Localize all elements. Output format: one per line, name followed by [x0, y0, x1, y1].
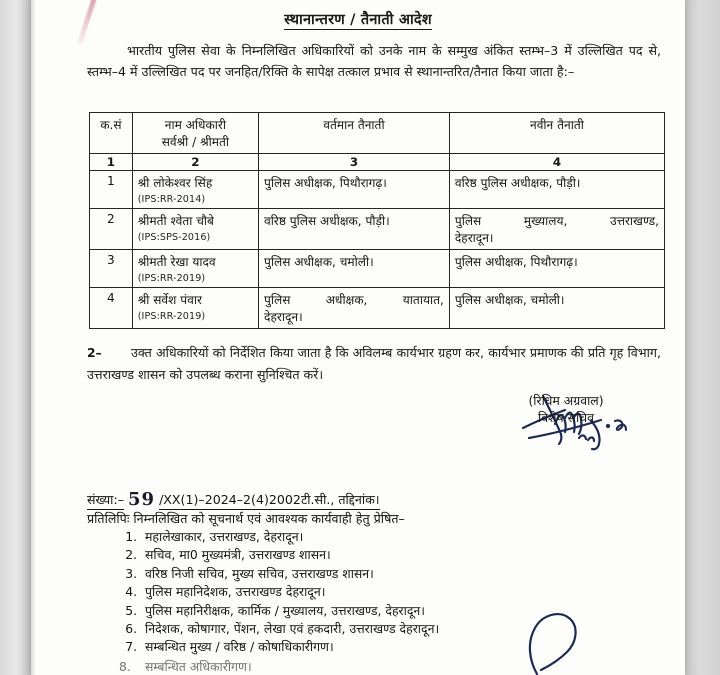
- order-number-suffix: /XX(1)–2024–2(4)2002टी.सी., तद्दिनांक।: [159, 491, 380, 510]
- order-number-handwritten: 59: [128, 489, 156, 510]
- document-title: [31, 9, 685, 29]
- clause-2: [31, 342, 685, 385]
- row-new-posting-line1: पुलिस मुख्यालय, उत्तराखण्ड,: [454, 214, 659, 228]
- list-item: 7. सम्बन्धित मुख्य / वरिष्ठ / कोषाधिकारीगण।: [141, 638, 439, 656]
- header-new-posting: नवीन तैनाती: [449, 113, 664, 154]
- column-number-4: 4: [449, 154, 664, 171]
- transfer-order-table: [89, 112, 665, 329]
- row-officer-name: [132, 171, 258, 209]
- list-item: 2. सचिव, मा0 मुख्यमंत्री, उत्तराखण्ड शासन।: [141, 546, 439, 564]
- list-item: 3. वरिष्ठ निजी सचिव, मुख्य सचिव, उत्तराखण्ड शासन।: [141, 565, 439, 583]
- table-row: [90, 171, 665, 209]
- clause-2-text: उक्त अधिकारियों को निर्देशित किया जाता है कि अविलम्ब कार्यभार ग्रहण कर, कार्यभार प्रमाणक की प्रति गृह विभाग, उत्तराखण्ड शासन को उपलब्ध कराना सुनिश्चित करें।: [87, 345, 661, 382]
- row-current-posting: वरिष्ठ पुलिस अधीक्षक, पौड़ी।: [259, 209, 450, 250]
- row-new-posting-line2: देहरादून।: [454, 231, 494, 245]
- clause-2-marker: 2–: [87, 346, 102, 360]
- row-current-posting-line2: देहरादून।: [264, 310, 303, 324]
- list-item: 6. निदेशक, कोषागार, पेंशन, लेखा एवं हकदारी, उत्तराखण्ड देहरादून।: [141, 620, 439, 638]
- row-current-posting: पुलिस अधीक्षक, पिथौरागढ़।: [259, 171, 450, 209]
- table-row: [90, 288, 665, 329]
- row-serial-number: 4: [90, 288, 133, 329]
- copy-to-list-clipped-item: [115, 658, 535, 675]
- document-page: [31, 0, 685, 675]
- officer-ips-code: (IPS:RR-2014): [137, 194, 206, 205]
- table-header-row: [90, 113, 665, 154]
- table-row: [90, 250, 665, 288]
- signatory-designation: विशेष सचिव: [538, 410, 594, 425]
- officer-ips-code: (IPS:SPS-2016): [137, 232, 211, 243]
- officer-name-text: श्रीमती रेखा यादव: [137, 255, 216, 269]
- table-header: [90, 113, 665, 171]
- row-serial-number: 3: [90, 250, 133, 288]
- officer-ips-code: (IPS:RR-2019): [137, 273, 206, 284]
- row-current-posting: [259, 288, 450, 329]
- row-serial-number: 2: [90, 209, 133, 250]
- table-body: [90, 171, 665, 329]
- document-content: [31, 0, 685, 675]
- copy-to-list: [115, 528, 439, 657]
- document-title-text: स्थानान्तरण / तैनाती आदेश: [284, 12, 432, 28]
- row-serial-number: 1: [90, 171, 133, 209]
- list-item-label: सम्बन्धित अधिकारीगण।: [145, 659, 252, 674]
- list-item: 5. पुलिस महानिरीक्षक, कार्मिक / मुख्यालय, उत्तराखण्ड, देहरादून।: [141, 602, 439, 620]
- page-right-margin: [685, 0, 720, 675]
- row-officer-name: [132, 288, 258, 329]
- officer-name-text: श्रीमती श्वेता चौबे: [137, 214, 214, 228]
- list-item: 1. महालेखाकार, उत्तराखण्ड, देहरादून।: [141, 528, 439, 546]
- signatory-name: (रिधिम अग्रवाल): [528, 393, 604, 408]
- officer-name-text: श्री लोकेश्वर सिंह: [137, 176, 213, 190]
- header-officer-name-line2: सर्वश्री / श्रीमती: [161, 135, 230, 149]
- header-officer-name: [132, 113, 258, 154]
- order-number-label: संख्या:–: [87, 491, 124, 510]
- row-current-posting-line1: पुलिस अधीक्षक, यातायात,: [264, 293, 444, 307]
- row-new-posting: [449, 209, 664, 250]
- table-row: [90, 209, 665, 250]
- list-item: [115, 658, 535, 675]
- clause-2-paragraph: [87, 342, 661, 385]
- row-officer-name: [132, 209, 258, 250]
- header-current-posting: वर्तमान तैनाती: [259, 113, 450, 154]
- column-number-2: 2: [132, 154, 258, 171]
- header-serial-number: क.सं: [90, 113, 133, 154]
- page-left-margin: [0, 0, 31, 675]
- row-new-posting: पुलिस अधीक्षक, चमोली।: [449, 288, 664, 329]
- row-new-posting: वरिष्ठ पुलिस अधीक्षक, पौड़ी।: [449, 171, 664, 209]
- row-officer-name: [132, 250, 258, 288]
- order-number-line: [87, 489, 380, 510]
- intro-paragraph: भारतीय पुलिस सेवा के निम्नलिखित अधिकारियों को उनके नाम के सम्मुख अंकित स्तम्भ–3 में उल्लिखित पद से, स्तम्भ–4 में उल्लिखित पद पर जनहित/रिक्ति के सापेक्ष तत्काल प्रभाव से स्थानान्तरित/तैनात किया जाता है:–: [87, 43, 661, 79]
- list-item-number: 8.: [119, 659, 131, 674]
- copy-to-heading: प्रतिलिपिः निम्नलिखित को सूचनार्थ एवं आवश्यक कार्यवाही हेतु प्रेषित–: [87, 511, 405, 526]
- column-number-1: 1: [90, 154, 133, 171]
- row-new-posting: पुलिस अधीक्षक, पिथौरागढ़।: [449, 250, 664, 288]
- header-officer-name-line1: नाम अधिकारी: [164, 118, 226, 132]
- table-column-number-row: [90, 154, 665, 171]
- row-current-posting: पुलिस अधीक्षक, चमोली।: [259, 250, 450, 288]
- column-number-3: 3: [259, 154, 450, 171]
- signature-block: [461, 392, 671, 426]
- officer-ips-code: (IPS:RR-2019): [137, 311, 206, 322]
- list-item: 4. पुलिस महानिदेशक, उत्तराखण्ड देहरादून।: [141, 583, 439, 601]
- officer-name-text: श्री सर्वेश पंवार: [137, 293, 202, 307]
